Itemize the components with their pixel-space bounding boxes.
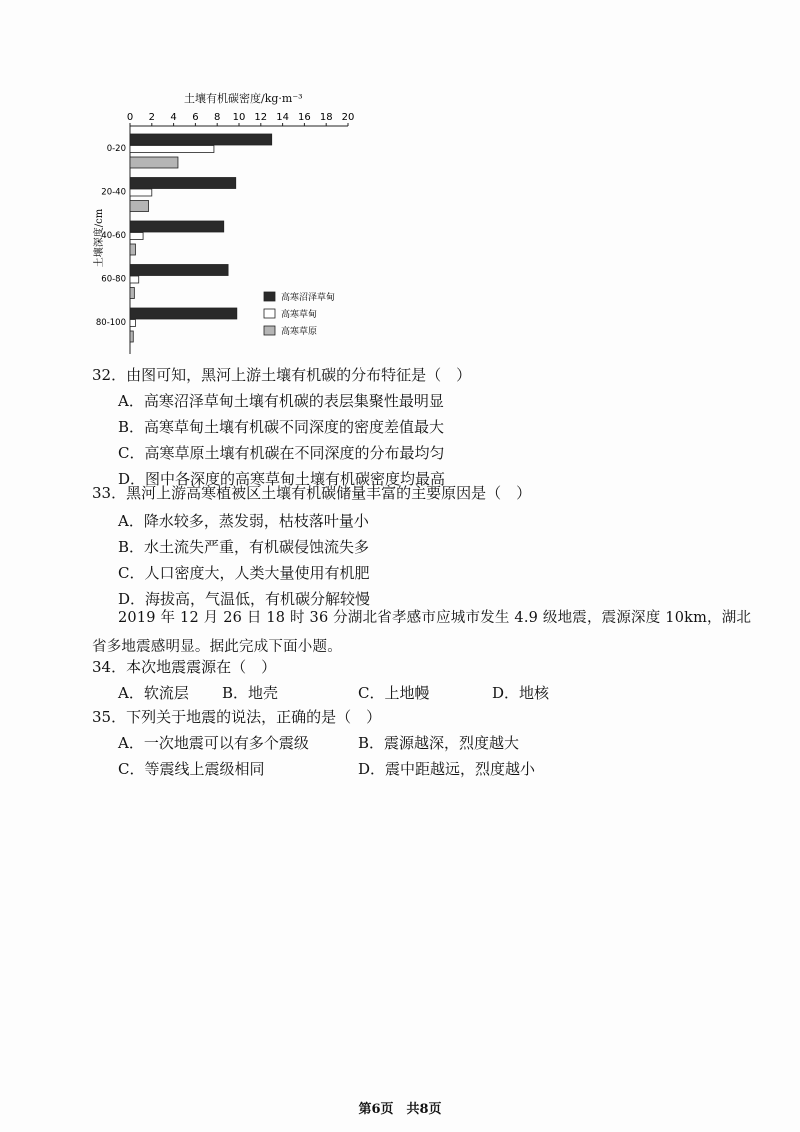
bar xyxy=(130,288,134,299)
x-tick-label: 12 xyxy=(254,112,268,123)
bar xyxy=(130,221,224,232)
question-stem: 34．本次地震震源在（ ） xyxy=(92,658,277,676)
option-b: B．水土流失严重，有机碳侵蚀流失多 xyxy=(118,538,370,556)
bar xyxy=(130,178,236,189)
bar xyxy=(130,276,139,283)
bar xyxy=(130,189,152,196)
option-c: C．高寒草原土壤有机碳在不同深度的分布最均匀 xyxy=(118,444,445,462)
option-d: D．图中各深度的高寒草甸土壤有机碳密度均最高 xyxy=(118,470,446,488)
option-a: A．软流层 xyxy=(118,684,189,702)
option-a: A．一次地震可以有多个震级 xyxy=(118,734,309,752)
option-c: C．等震线上震级相同 xyxy=(118,760,265,778)
y-tick-label: 80-100 xyxy=(95,318,126,328)
option-d: D．震中距越远，烈度越小 xyxy=(358,760,536,778)
bar xyxy=(130,308,237,319)
chart-svg xyxy=(88,88,398,356)
question-stem: 35．下列关于地震的说法，正确的是（ ） xyxy=(92,708,382,726)
earthquake-passage: 2019 年 12 月 26 日 18 时 36 分湖北省孝感市应城市发生 4.9 级地震，震源深度 10km，湖北省多地震感明显。据此完成下面小题。 xyxy=(92,610,752,655)
question-35 xyxy=(92,710,772,780)
option-b: B．震源越深，烈度越大 xyxy=(358,734,520,752)
option-d: D．地核 xyxy=(492,684,550,702)
x-tick-label: 16 xyxy=(298,112,311,123)
x-tick-label: 4 xyxy=(170,112,177,123)
option-c: C．上地幔 xyxy=(358,684,430,702)
legend-label: 高寒草原 xyxy=(281,327,318,337)
bar xyxy=(130,320,135,327)
x-tick-label: 14 xyxy=(276,112,289,123)
question-stem: 33．黑河上游高寒植被区土壤有机碳储量丰富的主要原因是（ ） xyxy=(92,484,532,502)
legend-label: 高寒沼泽草甸 xyxy=(281,293,336,303)
bar xyxy=(130,146,214,153)
x-tick-label: 6 xyxy=(192,112,199,123)
question-32 xyxy=(92,368,772,488)
chart-title: 土壤有机碳密度/kg·m⁻³ xyxy=(184,92,303,105)
soil-carbon-chart xyxy=(88,88,398,356)
option-a: A．高寒沼泽草甸土壤有机碳的表层集聚性最明显 xyxy=(118,392,444,410)
bar xyxy=(130,201,149,212)
x-tick-label: 0 xyxy=(126,112,134,123)
option-c: C．人口密度大，人类大量使用有机肥 xyxy=(118,564,370,582)
legend-swatch xyxy=(264,326,275,335)
option-b: B．地壳 xyxy=(222,684,279,702)
y-tick-label: 0-20 xyxy=(106,144,126,154)
y-tick-label: 40-60 xyxy=(101,231,126,241)
question-stem: 32．由图可知，黑河上游土壤有机碳的分布特征是（ ） xyxy=(92,366,472,384)
x-tick-label: 20 xyxy=(341,112,355,123)
option-b: B．高寒草甸土壤有机碳不同深度的密度差值最大 xyxy=(118,418,445,436)
y-tick-label: 20-40 xyxy=(101,187,126,198)
question-34 xyxy=(92,660,772,710)
y-axis-label: 土壤深度/cm xyxy=(94,208,105,268)
legend-label: 高寒草甸 xyxy=(281,310,318,320)
x-tick-label: 2 xyxy=(148,112,155,123)
option-a: A．降水较多，蒸发弱，枯枝落叶量小 xyxy=(118,512,369,530)
option-d: D．海拔高，气温低，有机碳分解较慢 xyxy=(118,590,371,608)
bar xyxy=(130,265,228,276)
bar xyxy=(130,233,143,240)
x-tick-label: 18 xyxy=(319,112,333,123)
bar xyxy=(130,157,178,168)
bar xyxy=(130,244,135,255)
y-tick-label: 60-80 xyxy=(101,274,126,285)
legend-swatch xyxy=(264,309,275,318)
bar xyxy=(130,134,272,145)
bar xyxy=(130,331,133,342)
page-footer: 第6页 共8页 xyxy=(358,1102,442,1117)
x-tick-label: 8 xyxy=(214,112,221,123)
legend-swatch xyxy=(264,292,275,301)
question-33 xyxy=(92,486,772,606)
x-tick-label: 10 xyxy=(232,112,246,123)
